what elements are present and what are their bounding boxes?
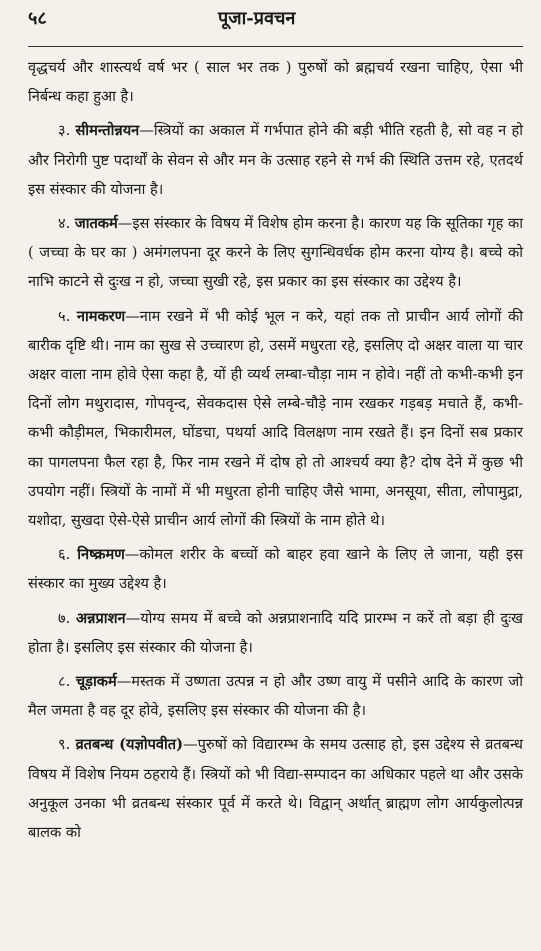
paragraph-text: —पुरुषों को विद्यारम्भ के समय उत्साह हो, इस उद्देश्य से व्रतबन्ध विषय में विशेष नियम ठहराये हैं। स्त्रियों को भी विद्या-सम्पादन का अधिकार पहले था और उसके अनुकूल उनका भी व्रतबन्ध संस्कार पूर्व में करते थे। विद्वान् अर्थात् ब्राह्मण लोग आर्यकुलोत्पन्न बालक को (28, 736, 523, 842)
paragraph-heading: सीमन्तोन्नयन (75, 122, 140, 140)
paragraph-number: ४. (58, 215, 71, 233)
running-title: पूजा-प्रवचन (218, 8, 296, 29)
paragraph-jatakarma (28, 209, 523, 297)
paragraph-number: ५. (58, 307, 71, 325)
paragraph-text: —मस्तक में उष्णता उत्पन्न न हो और उष्ण वायु में पसीने आदि के कारण जो मैल जमता है वह दूर होवे, इसलिए इस संस्कार की योजना की है। (28, 673, 523, 720)
paragraph-number: ३. (58, 122, 71, 140)
paragraph-text: —कोमल शरीर के बच्चों को बाहर हवा खाने के लिए ले जाना, यही इस संस्कार का मुख्य उद्देश्य है। (28, 546, 523, 593)
paragraph-heading: निष्क्रमण (77, 546, 125, 564)
paragraph-number: ६. (58, 546, 71, 564)
paragraph-vratabandh (28, 730, 523, 847)
paragraph-number: ७. (58, 609, 71, 627)
paragraph-namakaran (28, 302, 523, 536)
page-number: ५८ (28, 8, 47, 29)
paragraph-text: —योग्य समय में बच्चे को अन्नप्राशनादि यदि प्रारम्भ न करें तो बड़ा ही दुःख होता है। इसलिए इस संस्कार की योजना है। (28, 609, 523, 656)
paragraph-continuation (28, 53, 523, 111)
paragraph-annaprashan (28, 604, 523, 662)
paragraph-chudakarma (28, 667, 523, 725)
paragraph-number: ९. (58, 736, 71, 754)
paragraph-heading: जातकर्म (74, 215, 118, 233)
paragraph-heading: अन्नप्राशन (76, 609, 126, 627)
paragraph-heading: नामकरण (76, 307, 126, 325)
paragraph-text: —नाम रखने में भी कोई भूल न करे, यहां तक तो प्राचीन आर्य लोगों की बारीक दृष्टि थी। नाम का सुख से उच्चारण हो, उसमें मधुरता रहे, इसलिए दो अक्षर वाला या चार अक्षर वाला नाम होवे ऐसा कहा है, यों ही व्यर्थ लम्बा-चौड़ा नाम न होवे। नहीं तो कभी-कभी इन दिनों लोग मथुरादास, गोपवृन्द, सेवकदास ऐसे लम्बे-चौड़े नाम रखकर गड़बड़ मचाते हैं, कभी-कभी कौड़ीमल, भिकारीमल, घोंडचा, पथर्या आदि विलक्षण नाम रखते हैं। इन दिनों सब प्रकार का पागलपना फैल रहा है, फिर नाम रखने में दोष हो तो आश्चर्य क्या है? दोष देने में कुछ भी उपयोग नहीं। स्त्रियों के नामों में भी मधुरता होनी चाहिए जैसे भामा, अनसूया, सीता, लोपामुद्रा, यशोदा, सुखदा ऐसे-ऐसे प्राचीन आर्य लोगों की स्त्रियों के नाम होते थे। (28, 307, 523, 530)
paragraph-text: वृद्धचर्य और शास्त्यर्थ वर्ष भर ( साल भर तक ) पुरुषों को ब्रह्मचर्य रखना चाहिए, ऐसा भी निर्बन्ध कहा हुआ है। (28, 59, 523, 106)
paragraph-simantonnayan (28, 116, 523, 204)
body-text (28, 53, 523, 847)
paragraph-number: ८. (58, 673, 71, 691)
paragraph-text: —इस संस्कार के विषय में विशेष होम करना है। कारण यह कि सूतिका गृह का ( जच्चा के घर का ) अमंगलपना दूर करने के लिए सुगन्धिवर्धक होम करना योग्य है। बच्चे को नाभि काटने से दुःख न हो, जच्चा सुखी रहे, इस प्रकार का इस संस्कार का उद्देश्य है। (28, 215, 524, 291)
paragraph-nishkraman (28, 540, 523, 598)
paragraph-text: —स्त्रियों का अकाल में गर्भपात होने की बड़ी भीति रहती है, सो वह न हो और निरोगी पुष्ट पदार्थों के सेवन से और मन के उत्साह रहने से गर्भ की स्थिति उत्तम रहे, एतदर्थ इस संस्कार की योजना है। (28, 122, 523, 198)
paragraph-heading: चूड़ाकर्म (75, 673, 117, 691)
page-header (28, 6, 523, 47)
paragraph-heading: व्रतबन्ध (यज्ञोपवीत) (75, 736, 184, 754)
